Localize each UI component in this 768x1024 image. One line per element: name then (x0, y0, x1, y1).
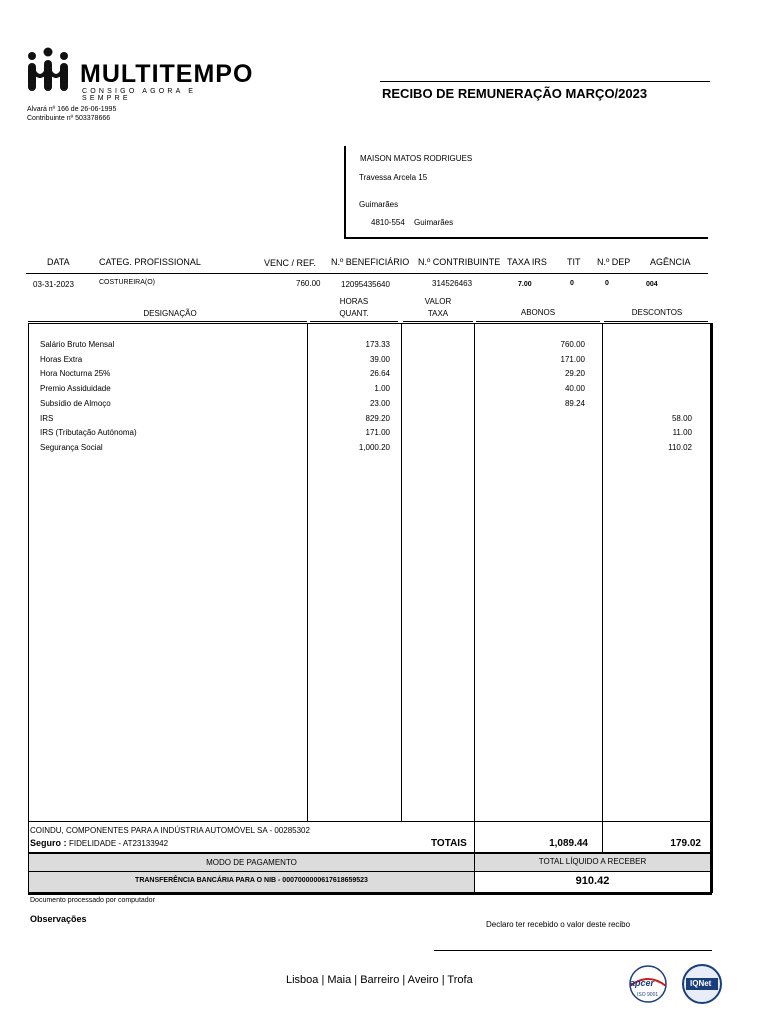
val-contrib: 314526463 (432, 279, 473, 288)
totals-descontos: 179.02 (670, 838, 701, 849)
multitempo-logo-mark-icon (24, 44, 72, 96)
row-designacao: IRS (Tributação Autónoma) (40, 428, 137, 438)
payment-mode-label: MODO DE PAGAMENTO (206, 858, 297, 867)
header-rule (26, 273, 708, 274)
document-title: RECIBO DE REMUNERAÇÃO MARÇO/2023 (382, 86, 648, 101)
row-designacao: Horas Extra (40, 354, 83, 364)
val-taxa-irs: 7.00 (518, 281, 532, 288)
val-ndep: 0 (605, 280, 609, 287)
row-designacao: Premio Assiduidade (40, 384, 111, 394)
val-tit: 0 (570, 280, 574, 287)
recipient-name: MAISON MATOS RODRIGUES (360, 154, 473, 163)
net-total-value: 910.42 (575, 875, 610, 887)
office-locations: Lisboa | Maia | Barreiro | Aveiro | Trofa (286, 974, 473, 986)
insurance-value: FIDELIDADE - AT23133942 (69, 839, 169, 848)
th-valor: VALOR (424, 297, 452, 306)
col-taxa-irs: TAXA IRS (507, 257, 547, 267)
row-quant: 829.20 (365, 413, 390, 423)
recipient-postal-code: 4810-554 (371, 218, 405, 227)
row-designacao: Hora Nocturna 25% (40, 369, 111, 379)
row-quant: 173.33 (365, 340, 390, 349)
val-agencia: 004 (646, 281, 658, 288)
col-agencia: AGÊNCIA (650, 257, 691, 267)
payment-mode-value: TRANSFERÊNCIA BANCÁRIA PARA O NIB - 0007000000617618659523 (135, 877, 368, 884)
recipient-locality: Guimarães (359, 200, 399, 209)
col-venc: VENC / REF. (264, 258, 317, 268)
company-name: MULTITEMPO (80, 60, 254, 88)
row-quant: 1.00 (374, 384, 390, 394)
val-benef: 12095435640 (341, 280, 390, 289)
th-designacao: DESIGNAÇÃO (143, 309, 197, 318)
th-horas: HORAS (339, 297, 369, 306)
val-venc: 760.00 (296, 279, 321, 288)
insurance-label: Seguro : (30, 838, 67, 848)
col-categ: CATEG. PROFISSIONAL (99, 257, 201, 267)
th-abonos: ABONOS (520, 308, 556, 317)
company-tagline: CONSIGO AGORA E SEMPRE (82, 88, 197, 102)
iqnet-name: IQNet (690, 979, 712, 988)
col-data: DATA (47, 257, 70, 267)
title-top-rule (380, 81, 710, 82)
insurance-row (30, 838, 168, 848)
col-ndep: N.º DEP (597, 257, 631, 267)
val-categ: COSTUREIRA(O) (99, 279, 155, 286)
observations-label: Observações (30, 914, 87, 924)
th-descontos: DESCONTOS (631, 308, 683, 317)
row-descontos: 110.02 (668, 442, 692, 452)
th-taxa: TAXA (427, 309, 449, 318)
totals-abonos: 1,089.44 (549, 838, 588, 849)
row-quant: 23.00 (369, 398, 390, 408)
company-taxpayer: Contribuinte nº 503378666 (27, 115, 111, 122)
processed-note: Documento processado por computador (30, 897, 155, 904)
col-benef: N.º BENEFICIÁRIO (331, 257, 410, 267)
recipient-city: Guimarães (414, 218, 454, 227)
row-designacao: Subsídio de Almoço (40, 398, 111, 408)
row-designacao: Segurança Social (40, 442, 103, 452)
declaration-text: Declaro ter recebido o valor deste recibo (486, 920, 631, 929)
val-data: 03-31-2023 (33, 280, 74, 289)
row-designacao: Salário Bruto Mensal (40, 340, 115, 349)
signature-line (434, 950, 712, 951)
row-abonos: 171.00 (560, 354, 585, 364)
row-abonos: 40.00 (564, 384, 585, 394)
row-descontos: 58.00 (671, 413, 692, 423)
th-quant: QUANT. (339, 309, 369, 318)
recipient-street: Travessa Arcela 15 (359, 173, 428, 182)
totals-label: TOTAIS (431, 838, 467, 849)
iqnet-certification-seal (676, 964, 728, 1004)
row-abonos: 89.24 (564, 398, 585, 408)
row-quant: 39.00 (369, 354, 390, 364)
row-designacao: IRS (40, 413, 54, 423)
col-contrib: N.º CONTRIBUINTE (418, 257, 501, 267)
row-abonos: 760.00 (560, 340, 585, 349)
apcer-name: apcer (630, 978, 655, 988)
apcer-certification-seal (622, 964, 674, 1004)
employer-name: COINDU, COMPONENTES PARA A INDÚSTRIA AUTOMÓVEL SA - 00285302 (30, 826, 310, 835)
row-quant: 171.00 (365, 428, 390, 438)
row-descontos: 11.00 (672, 428, 692, 438)
col-tit: TIT (567, 257, 581, 267)
net-total-label: TOTAL LÍQUIDO A RECEBER (538, 857, 647, 866)
row-quant: 26.64 (369, 369, 390, 379)
company-license: Alvará nº 166 de 26-06-1995 (27, 106, 117, 113)
apcer-iso: ISO 9001 (637, 992, 659, 998)
company-logo (24, 44, 254, 102)
row-abonos: 29.20 (564, 369, 585, 379)
row-quant: 1,000.20 (358, 442, 390, 452)
